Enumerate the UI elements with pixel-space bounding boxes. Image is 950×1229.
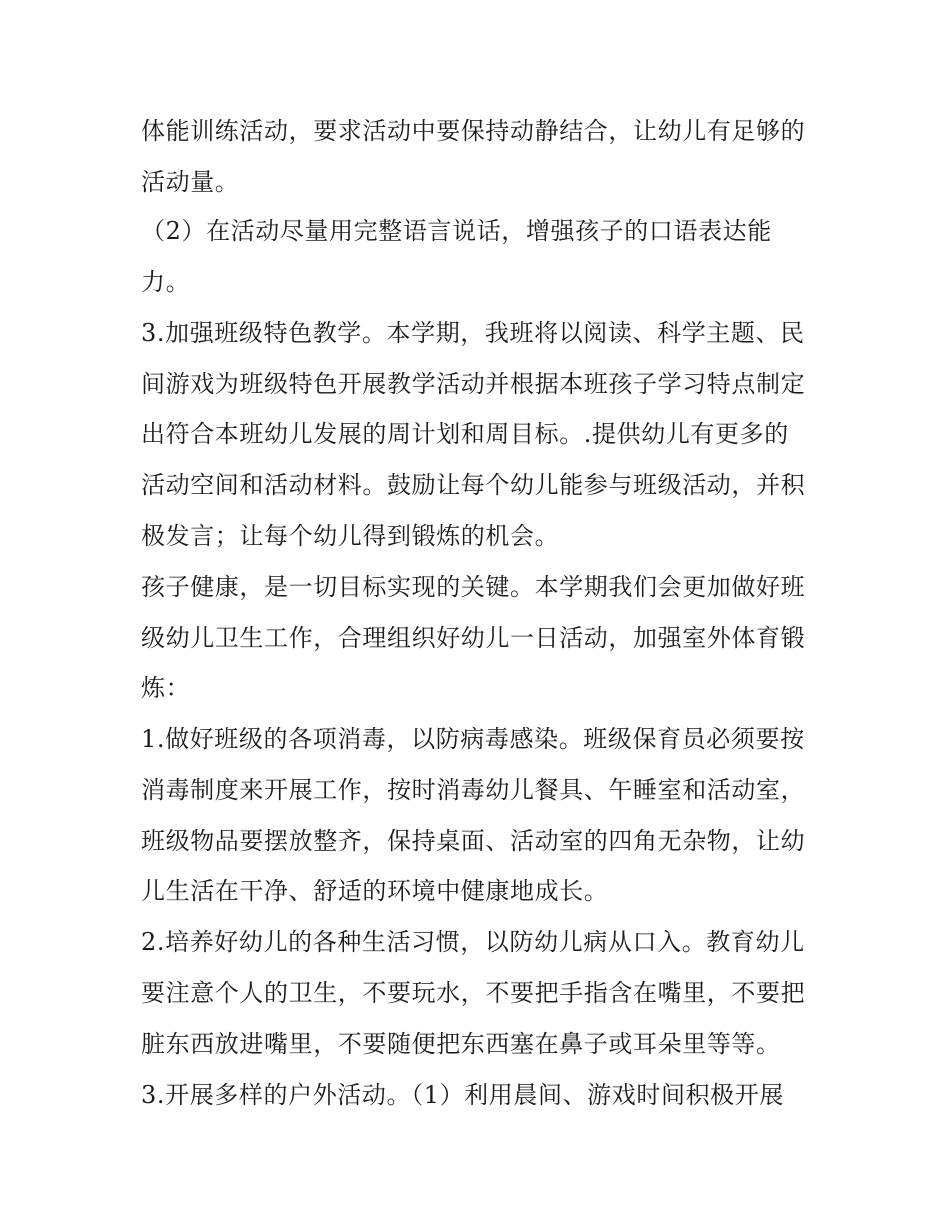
text-line: 极发言；让每个幼儿得到锻炼的机会。 (141, 522, 560, 550)
text-line: 脏东西放进嘴里，不要随便把东西塞在鼻子或耳朵里等等。 (141, 1030, 781, 1058)
text-line: 体能训练活动，要求活动中要保持动静结合，让幼儿有足够的 (141, 117, 806, 145)
text-line: 活动量。 (141, 168, 240, 196)
text-line: 间游戏为班级特色开展教学活动并根据本班孩子学习特点制定 (141, 370, 806, 398)
text-line: 2.培养好幼儿的各种生活习惯，以防幼儿病从口入。教育幼儿 (141, 928, 805, 956)
text-line: 炼： (141, 674, 191, 702)
text-line: 孩子健康，是一切目标实现的关键。本学期我们会更加做好班 (141, 573, 806, 601)
text-line: 要注意个人的卫生，不要玩水，不要把手指含在嘴里，不要把 (141, 979, 806, 1007)
text-line: 儿生活在干净、舒适的环境中健康地成长。 (141, 877, 609, 905)
text-line: （2）在活动尽量用完整语言说话，增强孩子的口语表达能 (141, 217, 772, 245)
text-line: 班级物品要摆放整齐，保持桌面、活动室的四角无杂物，让幼 (141, 827, 806, 855)
text-line: 消毒制度来开展工作，按时消毒幼儿餐具、午睡室和活动室， (141, 776, 806, 804)
text-line: 力。 (141, 268, 191, 296)
text-line: 1.做好班级的各项消毒，以防病毒感染。班级保育员必须要按 (141, 725, 805, 753)
text-line: 3.开展多样的户外活动。（1）利用晨间、游戏时间积极开展 (141, 1081, 784, 1109)
text-line: 3.加强班级特色教学。本学期，我班将以阅读、科学主题、民 (141, 319, 805, 347)
text-line: 出符合本班幼儿发展的周计划和周目标。.提供幼儿有更多的 (141, 420, 789, 448)
text-line: 活动空间和活动材料。鼓励让每个幼儿能参与班级活动，并积 (141, 471, 806, 499)
text-line: 级幼儿卫生工作，合理组织好幼儿一日活动，加强室外体育锻 (141, 624, 806, 652)
